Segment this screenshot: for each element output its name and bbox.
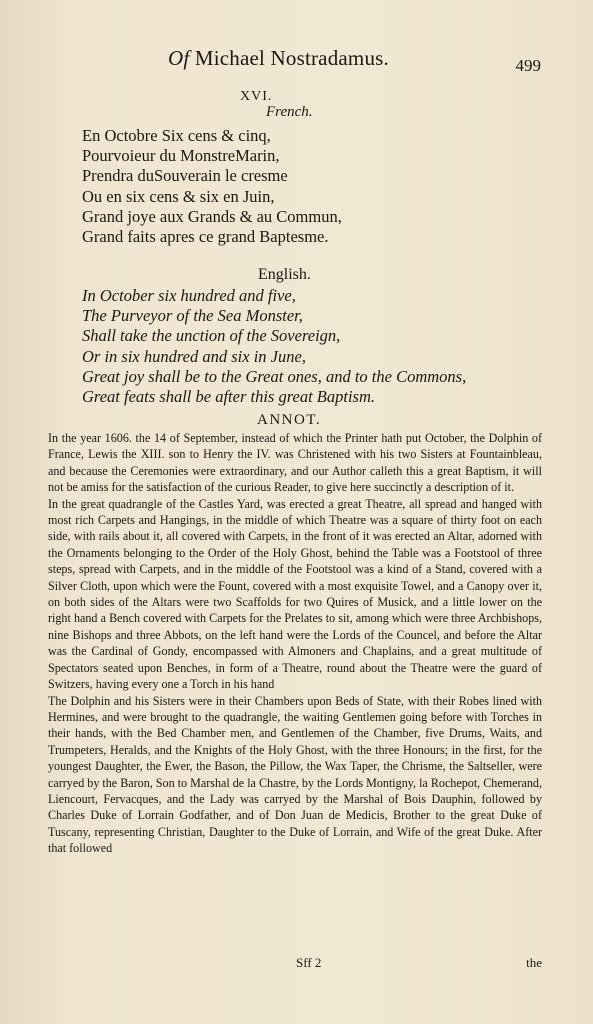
catchword: the [526,955,542,970]
page-number: 499 [515,56,541,75]
english-verse-line: The Purveyor of the Sea Monster, [82,306,303,326]
annotation-heading: ANNOT. [257,412,322,428]
french-verse-line: Grand joye aux Grands & au Commun, [82,206,342,226]
page-footer [48,955,542,975]
french-verse [82,126,342,247]
english-verse-line: Great feats shall be after this great Baptism. [82,387,376,407]
annotation-body [48,430,542,857]
english-heading: English. [258,266,311,283]
french-verse-line: Grand faits apres ce grand Baptesme. [82,227,329,247]
signature-mark: Sff 2 [296,955,322,970]
french-verse-line: Prendra duSouverain le cresme [82,166,288,186]
french-verse-line: Ou en six cens & six en Juin, [82,186,275,206]
french-verse-line: Pourvoieur du MonstreMarin, [82,146,280,166]
running-title [168,46,389,71]
french-heading: French. [266,104,313,120]
english-verse-line: Or in six hundred and six in June, [82,346,306,366]
running-title-of: Of [168,46,190,70]
annotation-paragraph: In the great quadrangle of the Castles Yard, was erected a great Theatre, all spread and hanged with most rich Carpets and Hangings, in the middle of which Theatre was a square of thirty foot on each side, with rails about it, all covered with Carpets, in the front of it was erected an Altar, adorned with the Ornaments belonging to the Order of the Holy Ghost, behind the Table was a Footstool of three steps, spread with Carpets, and in the middle of the Footstool was a kind of a Stand, covered with a Silver Cloth, upon which were the Fount, covered with a most exquisite Towel, and a Canopy over it, on both sides of the Altars were two Scaffolds for two Quires of Musick, and a little lower on the right hand a Bench covered with Carpets for the Prelates to sit, among which were three Archbishops, nine Bishops and three Abbots, on the left hand were the Lords of the Councel, and before the Altar was the Cardinal of Gondy, encompassed with Almoners and Chaplains, and a great multitude of Spectators seated upon Benches, in form of a Theatre, round about the Theatre were the guard of Switzers, having every one a Torch in his hand [48,496,542,692]
page-header [46,0,541,86]
quatrain-number: XVI. [240,89,273,104]
english-verse [82,286,466,407]
running-title-name: Michael Nostradamus. [194,46,389,70]
english-verse-line: Great joy shall be to the Great ones, and to the Commons, [82,366,467,386]
annotation-paragraph: The Dolphin and his Sisters were in their Chambers upon Beds of State, with their Robes lined with Hermines, and were brought to the quadrangle, the waiting Gentlemen going before with Torches in their hands, with the Bed Chamber men, and Gentlemen of the Chamber, five Drums, Waits, and Trumpeters, Heralds, and the Knights of the Holy Ghost, with the three Honours; in the first, for the youngest Daughter, the Ewer, the Bason, the Pillow, the Wax Taper, the Chrisme, the Saltseller, were carryed by the Baron, Son to Marshal de la Chastre, by the Lords Montigny, la Rochepot, Chemerand, Liencourt, Fervacques, and the Lady was carryed by the Marshal of Bois Dauphin, followed by Charles Duke of Lorrain Godfather, and of Don Juan de Medicis, Brother to the great Duke of Tuscany, representing Christian, Daughter to the Duke of Lorrain, and Wife of the great Duke. After that followed [48,693,542,856]
english-verse-line: Shall take the unction of the Sovereign, [82,326,341,346]
french-verse-line: En Octobre Six cens & cinq, [82,126,271,145]
english-verse-line: In October six hundred and five, [82,286,296,305]
annotation-paragraph: In the year 1606. the 14 of September, instead of which the Printer hath put October, the Dolphin of France, Lewis the XIII. son to Henry the IV. was Christened with his two Sisters at Fountainbleau, and because the Ceremonies were extraordinary, and our Author calleth this a great Baptism, it will not be amiss for the satisfaction of the curious Reader, to give here succinctly a description of it. [48,431,542,495]
